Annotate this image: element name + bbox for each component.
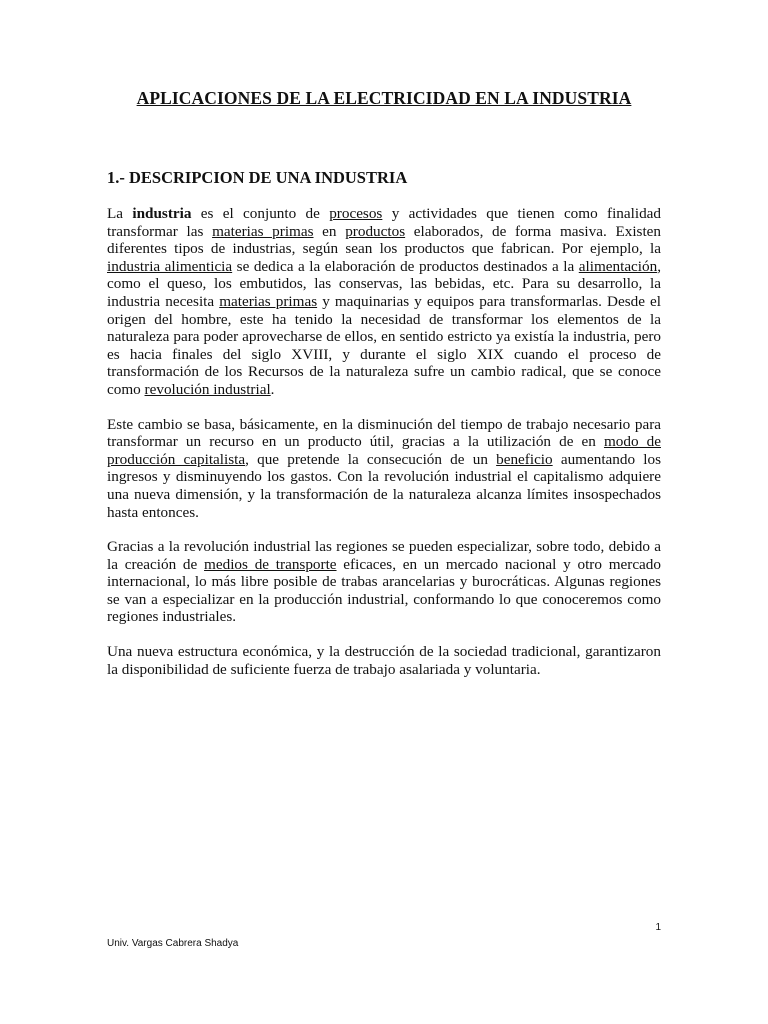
link-beneficio[interactable]: beneficio <box>496 450 553 468</box>
text-run: en <box>313 222 346 240</box>
link-medios-de-transporte[interactable]: medios de transporte <box>204 555 337 573</box>
link-materias-primas-2[interactable]: materias primas <box>219 292 318 310</box>
text-run: y actividades que tienen como finalidad transformar las <box>107 205 661 240</box>
section-heading: 1.- DESCRIPCION DE UNA INDUSTRIA <box>107 168 408 187</box>
page-number: 1 <box>655 922 661 933</box>
text-run: aumentando los ingresos y disminuyendo los gastos. Con la revolución industrial el capitalismo adquiere una nueva dimensión, y la transformación de la naturaleza alcanza límites insospechados hasta entonces. <box>107 450 662 521</box>
link-revolucion-industrial[interactable]: revolución industrial <box>144 380 271 398</box>
text-run: , que pretende la consecución de un <box>245 450 497 468</box>
text-run: eficaces, en un mercado nacional y otro mercado internacional, lo más libre posible de trabas arancelarias y burocráticas. Algunas regiones se van a especializar en la producción industrial, conformando lo que conoceremos como regiones industriales. <box>107 555 661 626</box>
footer-author: Univ. Vargas Cabrera Shadya <box>107 938 239 949</box>
paragraph-4 <box>107 643 661 678</box>
text-run: y maquinarias y equipos para transformarlas. Desde el origen del hombre, este ha tenido la necesidad de transformar los elementos de la naturaleza para poder aprovecharse de ellos, en sentido estricto ya existía la industria, pero es hacia finales del siglo XVIII, y durante el siglo XIX cuando el proceso de transformación de los Recursos de la naturaleza sufre un cambio radical, que se conoce como <box>107 292 662 398</box>
bold-term-industria: industria <box>132 205 192 222</box>
document-title: APLICACIONES DE LA ELECTRICIDAD EN LA INDUSTRIA <box>136 88 632 108</box>
text-run: Una nueva estructura económica, y la destrucción de la sociedad tradicional, garantizaron la disponibilidad de suficiente fuerza de trabajo asalariada y voluntaria. <box>107 643 661 678</box>
paragraph-3 <box>107 538 661 626</box>
text-run: La <box>107 205 133 222</box>
link-modo-de-produccion-capitalista[interactable]: modo de producción capitalista <box>107 433 661 468</box>
text-run: Este cambio se basa, básicamente, en la disminución del tiempo de trabajo necesario para transformar un recurso en un producto útil, gracias a la utilización de en <box>107 415 661 451</box>
body-text <box>107 205 661 695</box>
paragraph-1 <box>107 205 661 399</box>
text-run: Gracias a la revolución industrial las regiones se pueden especializar, sobre todo, debido a la creación de <box>107 538 661 573</box>
text-run: elaborados, de forma masiva. Existen diferentes tipos de industrias, según sean los productos que fabrican. Por ejemplo, la <box>107 222 662 258</box>
text-run: . <box>270 380 275 398</box>
link-procesos[interactable]: procesos <box>329 205 383 222</box>
link-productos[interactable]: productos <box>345 222 406 240</box>
link-industria-alimenticia[interactable]: industria alimenticia <box>107 257 233 275</box>
text-run: , como el queso, los embutidos, las conservas, las bebidas, etc. Para su desarrollo, la industria necesita <box>107 257 661 310</box>
link-alimentacion[interactable]: alimentación <box>578 257 658 275</box>
text-run: es el conjunto de <box>191 205 330 222</box>
link-materias-primas[interactable]: materias primas <box>212 222 314 240</box>
paragraph-2 <box>107 416 661 522</box>
text-run: se dedica a la elaboración de productos destinados a la <box>232 257 579 275</box>
